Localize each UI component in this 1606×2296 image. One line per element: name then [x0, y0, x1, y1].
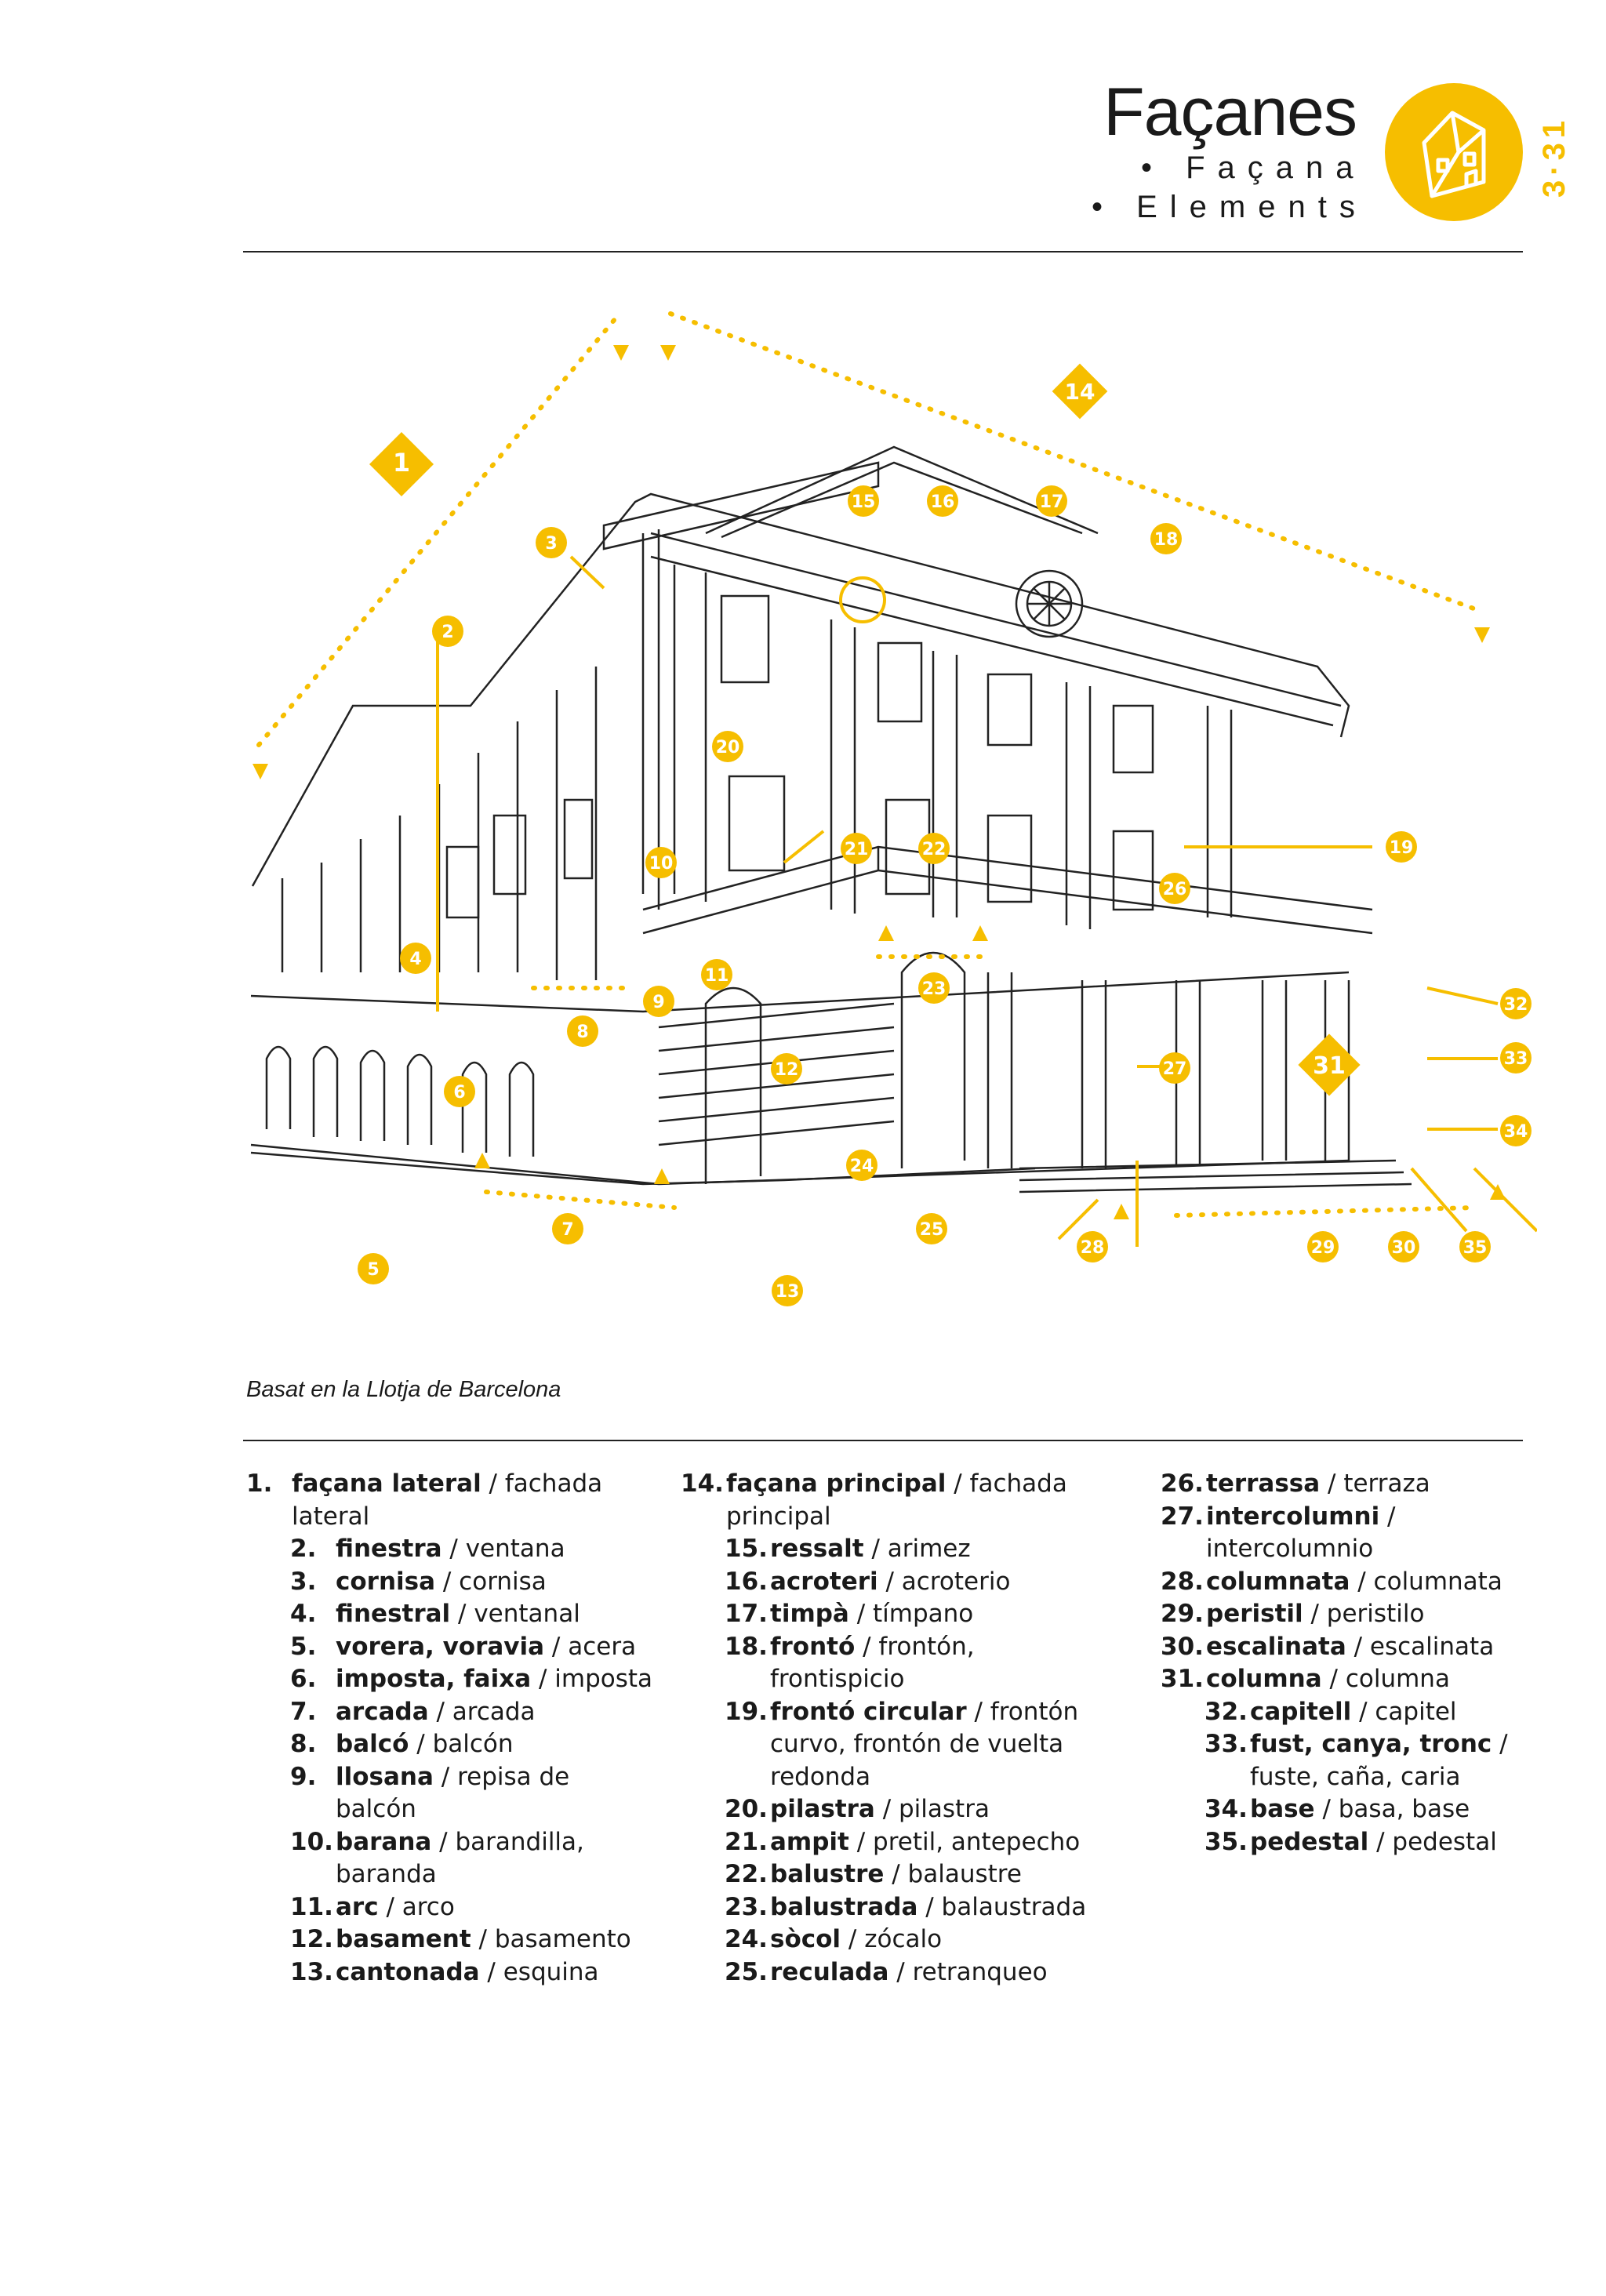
legend-item-term: columna	[1206, 1665, 1322, 1693]
legend-item	[1161, 1663, 1537, 1696]
legend-item	[1161, 1598, 1537, 1631]
legend-item	[1161, 1468, 1537, 1501]
legend-item	[1161, 1826, 1537, 1859]
svg-text:33: 33	[1503, 1049, 1528, 1069]
legend-item-translation: / capitel	[1351, 1697, 1457, 1726]
legend-item	[681, 1793, 1088, 1826]
legend-item-number: 6.	[290, 1665, 317, 1693]
legend-item-translation: / fuste, caña, caria	[1250, 1730, 1508, 1791]
legend-item-term: base	[1250, 1795, 1315, 1823]
svg-text:3: 3	[545, 534, 558, 554]
page-number: 3·31	[1537, 115, 1571, 198]
legend-item-term: cantonada	[336, 1957, 480, 1986]
marker-7	[552, 1213, 583, 1244]
legend-item	[246, 1956, 654, 1989]
svg-text:6: 6	[453, 1083, 466, 1103]
subtitle-facana: • Façana	[1141, 151, 1366, 185]
legend-item-translation: / columnata	[1350, 1567, 1502, 1596]
marker-17	[1036, 485, 1067, 517]
legend-item-translation: / zócalo	[841, 1925, 943, 1953]
marker-35	[1459, 1231, 1491, 1262]
marker-21	[841, 833, 872, 864]
legend-item-term: finestra	[336, 1535, 442, 1563]
svg-text:16: 16	[930, 492, 955, 512]
legend-item-translation: / arimez	[863, 1535, 971, 1563]
svg-text:11: 11	[704, 966, 729, 986]
legend-item-number: 27.	[1161, 1502, 1204, 1531]
legend-item-number: 4.	[290, 1600, 317, 1628]
svg-text:17: 17	[1039, 492, 1064, 512]
legend-item	[681, 1533, 1088, 1566]
legend-item-translation: / arcada	[428, 1697, 536, 1726]
subtitle-elements: • Elements	[1092, 190, 1368, 224]
legend-item	[246, 1924, 654, 1956]
svg-text:34: 34	[1503, 1122, 1528, 1142]
annotation-dotted-lines	[259, 314, 1482, 1215]
marker-19	[1386, 831, 1417, 863]
legend-item	[1161, 1793, 1537, 1826]
marker-6	[444, 1076, 475, 1107]
legend-item-translation: / pretil, antepecho	[848, 1827, 1081, 1856]
marker-9	[643, 986, 674, 1017]
marker-27	[1159, 1052, 1190, 1084]
marker-12	[771, 1053, 802, 1084]
legend-item-number: 5.	[290, 1632, 317, 1661]
legend-item-term: acroteri	[770, 1567, 878, 1596]
legend-item-number: 30.	[1161, 1632, 1204, 1661]
legend-item-translation: / barandilla, baranda	[336, 1827, 584, 1888]
legend-item-term: timpà	[770, 1600, 849, 1628]
marker-15	[848, 485, 879, 517]
marker-2	[432, 616, 463, 647]
legend-item-number: 19.	[725, 1697, 768, 1726]
legend-item-number: 28.	[1161, 1567, 1204, 1596]
legend-item-translation: / pilastra	[874, 1795, 990, 1823]
legend-item-number: 29.	[1161, 1600, 1204, 1628]
svg-text:9: 9	[652, 993, 665, 1012]
legend-item-translation: / basamento	[471, 1925, 631, 1953]
legend-item-number: 1.	[246, 1470, 273, 1498]
legend-item-term: vorera, voravia	[336, 1632, 545, 1661]
marker-32	[1500, 988, 1532, 1019]
legend-item-number: 15.	[725, 1535, 768, 1563]
legend-item-term: pedestal	[1250, 1827, 1369, 1856]
svg-text:28: 28	[1080, 1238, 1105, 1258]
legend-item	[681, 1598, 1088, 1631]
legend-item-translation: / ventana	[441, 1535, 565, 1563]
legend-item-translation: / acera	[544, 1632, 637, 1661]
legend-item	[246, 1598, 654, 1631]
legend-item-term: arc	[336, 1892, 379, 1921]
marker-diamond-31	[1298, 1034, 1360, 1095]
legend-item-translation: / imposta	[531, 1665, 653, 1693]
legend-item-translation: / repisa de balcón	[336, 1762, 570, 1823]
legend-item-term: fust, canya, tronc	[1250, 1730, 1492, 1758]
legend-item-term: peristil	[1206, 1600, 1303, 1628]
svg-text:31: 31	[1313, 1052, 1346, 1080]
legend-item-term: pilastra	[770, 1795, 875, 1823]
legend-item-translation: / balaustrada	[917, 1892, 1087, 1921]
legend-item	[246, 1891, 654, 1924]
legend-item	[681, 1956, 1088, 1989]
svg-text:25: 25	[919, 1220, 944, 1240]
legend-item-term: imposta, faixa	[336, 1665, 532, 1693]
legend-item-translation: / acroterio	[877, 1567, 1011, 1596]
legend-item-number: 12.	[290, 1925, 333, 1953]
legend-item-number: 16.	[725, 1567, 768, 1596]
legend-item-term: façana lateral	[292, 1470, 481, 1498]
legend-item	[246, 1566, 654, 1599]
legend-item-term: cornisa	[336, 1567, 436, 1596]
legend-item-number: 17.	[725, 1600, 768, 1628]
legend-item-number: 22.	[725, 1860, 768, 1888]
marker-18	[1150, 523, 1182, 554]
legend-item-translation: / basa, base	[1314, 1795, 1470, 1823]
legend-item-term: balustre	[770, 1860, 885, 1888]
legend-item-number: 18.	[725, 1632, 768, 1661]
legend-item-term: reculada	[770, 1957, 889, 1986]
svg-text:14: 14	[1064, 379, 1095, 405]
marker-34	[1500, 1115, 1532, 1146]
marker-diamond-1	[369, 432, 434, 496]
marker-22	[918, 833, 950, 864]
caption: Basat en la Llotja de Barcelona	[246, 1377, 561, 1402]
svg-text:5: 5	[367, 1260, 380, 1280]
legend-item-translation: / ventanal	[450, 1600, 580, 1628]
legend-item-translation: / cornisa	[435, 1567, 547, 1596]
legend-item-translation: / esquina	[479, 1957, 599, 1986]
svg-text:7: 7	[561, 1220, 574, 1240]
legend-item	[681, 1566, 1088, 1599]
svg-text:29: 29	[1310, 1238, 1335, 1258]
legend-item-translation: / retranqueo	[888, 1957, 1048, 1986]
legend-item-translation: / fachada principal	[726, 1470, 1067, 1531]
marker-26	[1159, 873, 1190, 904]
legend-item-term: sòcol	[770, 1925, 841, 1953]
marker-29	[1307, 1231, 1339, 1262]
legend-item	[1161, 1696, 1537, 1729]
legend-divider	[243, 1440, 1523, 1441]
legend-item-term: basament	[336, 1925, 471, 1953]
marker-30	[1388, 1231, 1419, 1262]
svg-text:2: 2	[441, 623, 454, 642]
svg-text:24: 24	[849, 1157, 874, 1176]
legend-item	[246, 1533, 654, 1566]
marker-10	[645, 847, 677, 878]
legend-item	[246, 1696, 654, 1729]
legend-item	[1161, 1566, 1537, 1599]
legend-item-term: barana	[336, 1827, 432, 1856]
header-divider	[243, 251, 1523, 252]
legend-item-translation: / frontón, frontispicio	[770, 1632, 975, 1693]
legend-item-number: 3.	[290, 1567, 317, 1596]
legend-item	[1161, 1728, 1537, 1793]
legend-item-number: 21.	[725, 1827, 768, 1856]
legend-item	[246, 1663, 654, 1696]
legend-item-number: 7.	[290, 1697, 317, 1726]
legend-item-term: finestral	[336, 1600, 451, 1628]
legend-item-number: 26.	[1161, 1470, 1204, 1498]
marker-3	[536, 527, 567, 558]
legend-item-term: frontó circular	[770, 1697, 967, 1726]
legend-item-term: arcada	[336, 1697, 429, 1726]
svg-text:12: 12	[774, 1060, 799, 1080]
svg-text:23: 23	[921, 979, 947, 999]
building-illustration	[235, 298, 1537, 1341]
svg-text:1: 1	[392, 448, 411, 478]
svg-text:26: 26	[1162, 880, 1187, 899]
legend-item-term: llosana	[336, 1762, 434, 1791]
legend-item	[246, 1761, 654, 1826]
svg-text:35: 35	[1462, 1238, 1488, 1258]
legend-item-number: 34.	[1204, 1795, 1248, 1823]
legend-item-translation: / frontón curvo, frontón de vuelta redonda	[770, 1697, 1079, 1791]
legend-item-translation: / arco	[378, 1892, 455, 1921]
legend-item-translation: / peristilo	[1303, 1600, 1425, 1628]
legend-item	[246, 1826, 654, 1891]
marker-8	[567, 1015, 598, 1047]
legend-item	[1161, 1631, 1537, 1664]
legend-item-term: ampit	[770, 1827, 849, 1856]
marker-28	[1077, 1231, 1108, 1262]
legend-item	[246, 1468, 654, 1533]
legend-item-number: 11.	[290, 1892, 333, 1921]
legend-item-translation: / terraza	[1320, 1470, 1430, 1498]
legend-item-number: 8.	[290, 1730, 317, 1758]
legend-item-number: 35.	[1204, 1827, 1248, 1856]
legend-item-term: balcó	[336, 1730, 409, 1758]
legend-column-3	[1161, 1468, 1537, 1858]
marker-13	[772, 1275, 803, 1306]
legend-item-term: terrassa	[1206, 1470, 1321, 1498]
legend-item-term: frontó	[770, 1632, 856, 1661]
building-drawing	[251, 447, 1412, 1192]
svg-text:22: 22	[921, 840, 947, 859]
svg-text:27: 27	[1162, 1059, 1187, 1079]
legend-item	[681, 1924, 1088, 1956]
house-icon	[1383, 82, 1524, 223]
marker-4	[400, 943, 431, 974]
marker-group	[358, 364, 1532, 1306]
svg-text:32: 32	[1503, 995, 1528, 1015]
legend-column-2	[681, 1468, 1088, 1989]
legend-item-translation: / escalinata	[1346, 1632, 1495, 1661]
marker-25	[916, 1213, 947, 1244]
marker-11	[701, 959, 732, 990]
page-title: Façanes	[1103, 74, 1357, 150]
legend-item-number: 25.	[725, 1957, 768, 1986]
legend-item-number: 10.	[290, 1827, 333, 1856]
legend-item-number: 32.	[1204, 1697, 1248, 1726]
legend-item-term: ressalt	[770, 1535, 864, 1563]
legend-item	[681, 1468, 1088, 1533]
svg-text:13: 13	[775, 1282, 800, 1302]
legend-column-1	[246, 1468, 654, 1989]
legend-item-term: intercolumni	[1206, 1502, 1380, 1531]
legend-item-number: 23.	[725, 1892, 768, 1921]
marker-33	[1500, 1042, 1532, 1074]
legend-item-number: 24.	[725, 1925, 768, 1953]
legend-item	[681, 1858, 1088, 1891]
svg-text:20: 20	[715, 738, 740, 757]
marker-16	[927, 485, 958, 517]
marker-diamond-14	[1052, 364, 1108, 420]
legend-item	[246, 1728, 654, 1761]
legend-item-translation: / balcón	[409, 1730, 514, 1758]
marker-5	[358, 1253, 389, 1284]
legend-item	[1161, 1501, 1537, 1566]
legend-item-number: 14.	[681, 1470, 724, 1498]
legend-item-number: 33.	[1204, 1730, 1248, 1758]
legend-item-term: balustrada	[770, 1892, 918, 1921]
marker-23	[918, 972, 950, 1004]
svg-text:30: 30	[1391, 1238, 1416, 1258]
legend-item	[681, 1631, 1088, 1696]
svg-text:4: 4	[409, 950, 422, 969]
svg-text:21: 21	[844, 840, 869, 859]
legend-item-number: 20.	[725, 1795, 768, 1823]
legend-item-term: escalinata	[1206, 1632, 1346, 1661]
legend-item-translation: / columna	[1321, 1665, 1450, 1693]
legend-item	[681, 1891, 1088, 1924]
legend-item-term: columnata	[1206, 1567, 1350, 1596]
svg-text:8: 8	[576, 1023, 589, 1042]
svg-text:19: 19	[1389, 838, 1414, 858]
legend-item-translation: / fachada lateral	[292, 1470, 603, 1531]
svg-text:18: 18	[1154, 530, 1179, 550]
legend-item-number: 13.	[290, 1957, 333, 1986]
legend-item-translation: / balaustre	[884, 1860, 1022, 1888]
legend-item	[681, 1826, 1088, 1859]
svg-text:15: 15	[851, 492, 876, 512]
legend-item-number: 31.	[1161, 1665, 1204, 1693]
legend-item-term: façana principal	[726, 1470, 947, 1498]
marker-20	[712, 731, 743, 762]
legend-item-translation: / pedestal	[1368, 1827, 1497, 1856]
legend-item-translation: / intercolumnio	[1206, 1502, 1396, 1563]
svg-text:10: 10	[649, 854, 674, 874]
legend-item-term: capitell	[1250, 1697, 1352, 1726]
legend-item	[246, 1631, 654, 1664]
legend-item-number: 2.	[290, 1535, 317, 1563]
legend-item-number: 9.	[290, 1762, 317, 1791]
legend-item-translation: / tímpano	[848, 1600, 974, 1628]
marker-24	[846, 1150, 877, 1181]
legend-item	[681, 1696, 1088, 1794]
